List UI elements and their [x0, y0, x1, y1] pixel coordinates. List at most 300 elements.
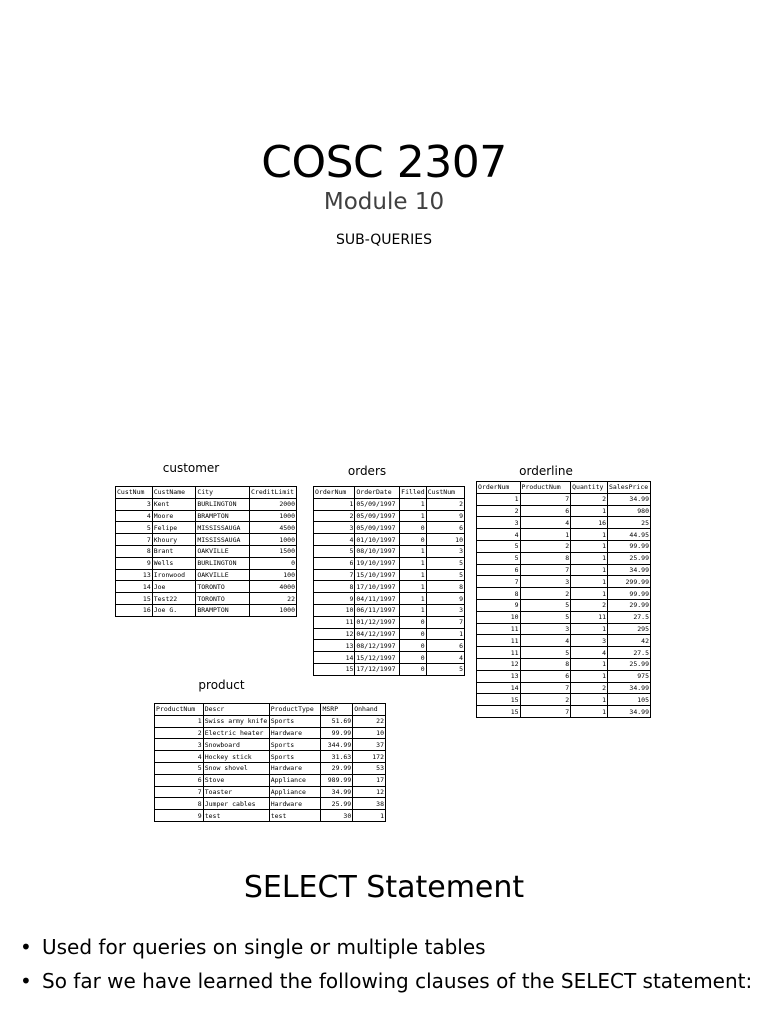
table-cell: MISSISSAUGA — [196, 534, 250, 546]
table-cell: 37 — [353, 739, 386, 751]
table-cell: 0 — [400, 522, 426, 534]
table-cell: 7 — [520, 564, 571, 576]
table-row — [477, 517, 651, 529]
table-cell: 1 — [314, 498, 355, 510]
table-cell: Hardware — [269, 727, 321, 739]
table-cell: 15 — [477, 706, 521, 718]
table-cell: 7 — [116, 534, 153, 546]
table-cell: 1 — [477, 493, 521, 505]
table-cell: 1 — [520, 529, 571, 541]
table-cell: 1 — [400, 510, 426, 522]
table-cell: 980 — [608, 505, 651, 517]
table-row — [155, 774, 386, 786]
table-cell: Hardware — [269, 798, 321, 810]
orderline-caption: orderline — [519, 464, 573, 478]
table-cell: 8 — [520, 658, 571, 670]
table-cell: 8 — [314, 581, 355, 593]
table-row — [155, 727, 386, 739]
table-cell: Snow shovel — [203, 762, 269, 774]
table-cell: 1 — [571, 529, 608, 541]
table-row — [477, 611, 651, 623]
table-cell: 1 — [400, 545, 426, 557]
table-header-row — [314, 487, 465, 499]
table-cell: 0 — [400, 628, 426, 640]
table-cell: 3 — [520, 623, 571, 635]
table-cell: 25 — [608, 517, 651, 529]
table-row — [477, 682, 651, 694]
table-cell: 1 — [571, 540, 608, 552]
table-cell: 1 — [571, 706, 608, 718]
table-cell: BRAMPTON — [196, 604, 250, 616]
table-cell: 04/11/1997 — [355, 593, 400, 605]
table-cell: 9 — [314, 593, 355, 605]
table-cell: Kent — [152, 498, 196, 510]
table-cell: 11 — [477, 623, 521, 635]
table-cell: 17/10/1997 — [355, 581, 400, 593]
table-cell: 3 — [477, 517, 521, 529]
table-cell: 8 — [155, 798, 204, 810]
table-cell: test — [203, 810, 269, 822]
table-cell: 1 — [571, 658, 608, 670]
table-cell: Stove — [203, 774, 269, 786]
table-row — [477, 540, 651, 552]
table-cell: Wells — [152, 557, 196, 569]
table-cell: 44.95 — [608, 529, 651, 541]
table-row — [155, 810, 386, 822]
bullet-item — [20, 934, 760, 960]
table-cell: 5 — [314, 545, 355, 557]
table-cell: 3 — [314, 522, 355, 534]
table-cell: 22 — [353, 715, 386, 727]
table-cell: 25.99 — [321, 798, 353, 810]
table-cell: 989.99 — [321, 774, 353, 786]
table-row — [314, 640, 465, 652]
table-cell: 4 — [520, 635, 571, 647]
customer-caption: customer — [162, 461, 220, 475]
table-cell: 3 — [155, 739, 204, 751]
table-cell: 11 — [477, 647, 521, 659]
table-cell: 05/09/1997 — [355, 498, 400, 510]
column-header: CustNum — [426, 487, 464, 499]
table-cell: 27.5 — [608, 647, 651, 659]
table-cell: 6 — [520, 670, 571, 682]
table-cell: 5 — [520, 611, 571, 623]
column-header: ProductNum — [520, 482, 571, 494]
table-cell: 6 — [314, 557, 355, 569]
table-cell: 15 — [116, 593, 153, 605]
table-row — [116, 522, 297, 534]
table-cell: 344.99 — [321, 739, 353, 751]
bullet-text: So far we have learned the following clauses of the SELECT statement: — [42, 969, 753, 993]
table-cell: 99.99 — [321, 727, 353, 739]
product-caption: product — [198, 678, 245, 692]
table-cell: Brant — [152, 545, 196, 557]
table-cell: 9 — [477, 599, 521, 611]
table-cell: 7 — [155, 786, 204, 798]
table-cell: 4 — [571, 647, 608, 659]
table-cell: 27.5 — [608, 611, 651, 623]
table-row — [314, 557, 465, 569]
table-cell: 0 — [400, 616, 426, 628]
table-row — [477, 576, 651, 588]
table-cell: 25.99 — [608, 658, 651, 670]
table-cell: Moore — [152, 510, 196, 522]
table-cell: 4 — [116, 510, 153, 522]
table-cell: 22 — [250, 593, 297, 605]
table-cell: 7 — [520, 493, 571, 505]
slide-title: COSC 2307 — [261, 137, 507, 188]
table-cell: Electric heater — [203, 727, 269, 739]
table-cell: 38 — [353, 798, 386, 810]
table-cell: 3 — [426, 604, 464, 616]
table-row — [116, 545, 297, 557]
table-row — [477, 552, 651, 564]
table-cell: 29.99 — [608, 599, 651, 611]
table-cell: 9 — [426, 593, 464, 605]
table-row — [477, 588, 651, 600]
column-header: OrderNum — [477, 482, 521, 494]
table-cell: 1 — [571, 505, 608, 517]
table-cell: 01/12/1997 — [355, 616, 400, 628]
table-cell: 12 — [477, 658, 521, 670]
table-cell: 4 — [520, 517, 571, 529]
column-header: OrderNum — [314, 487, 355, 499]
table-row — [116, 569, 297, 581]
table-row — [155, 751, 386, 763]
column-header: CustNum — [116, 487, 153, 499]
table-cell: TORONTO — [196, 581, 250, 593]
table-row — [314, 522, 465, 534]
table-row — [477, 564, 651, 576]
table-cell: 295 — [608, 623, 651, 635]
table-row — [155, 786, 386, 798]
table-cell: Snowboard — [203, 739, 269, 751]
table-cell: 1 — [571, 670, 608, 682]
orders-caption: orders — [347, 464, 387, 478]
table-cell: 14 — [116, 581, 153, 593]
table-row — [477, 658, 651, 670]
table-cell: 2 — [571, 599, 608, 611]
table-cell: 1000 — [250, 534, 297, 546]
table-cell: 2 — [426, 498, 464, 510]
table-cell: 34.99 — [608, 706, 651, 718]
table-cell: Swiss army knife — [204, 717, 268, 726]
table-row — [477, 529, 651, 541]
table-cell: 15/10/1997 — [355, 569, 400, 581]
table-row — [116, 604, 297, 616]
table-cell: 2 — [520, 694, 571, 706]
table-cell: 17/12/1997 — [355, 663, 400, 675]
table-row — [116, 498, 297, 510]
table-cell: 3 — [426, 545, 464, 557]
table-cell: 8 — [116, 545, 153, 557]
table-row — [116, 593, 297, 605]
table-header-row — [116, 487, 297, 499]
table-cell: 1000 — [250, 510, 297, 522]
table-cell: 11 — [571, 611, 608, 623]
table-cell: 25.99 — [608, 552, 651, 564]
table-cell: 06/11/1997 — [355, 604, 400, 616]
table-cell: 2000 — [250, 498, 297, 510]
table-cell: 34.99 — [608, 564, 651, 576]
table-cell: 11 — [477, 635, 521, 647]
table-row — [314, 593, 465, 605]
table-cell: 01/10/1997 — [355, 534, 400, 546]
table-cell: 6 — [426, 522, 464, 534]
table-cell: 975 — [608, 670, 651, 682]
orders-table — [313, 486, 465, 676]
table-row — [116, 534, 297, 546]
table-cell: 105 — [608, 694, 651, 706]
table-cell: 15 — [314, 663, 355, 675]
table-cell: 1 — [400, 593, 426, 605]
table-cell: 0 — [400, 652, 426, 664]
table-row — [477, 493, 651, 505]
column-header: Descr — [203, 704, 269, 716]
table-row — [314, 498, 465, 510]
table-cell: 15 — [477, 694, 521, 706]
table-row — [477, 670, 651, 682]
table-cell: Toaster — [203, 786, 269, 798]
table-cell: 6 — [520, 505, 571, 517]
column-header: Quantity — [571, 482, 608, 494]
table-cell: BURLINGTON — [196, 557, 250, 569]
column-header: MSRP — [321, 704, 353, 716]
table-cell: 1 — [571, 576, 608, 588]
table-cell: 14 — [314, 652, 355, 664]
table-row — [314, 604, 465, 616]
table-row — [314, 663, 465, 675]
table-cell: 6 — [477, 564, 521, 576]
table-cell: 1 — [571, 623, 608, 635]
table-cell: 16 — [571, 517, 608, 529]
table-cell: 5 — [426, 557, 464, 569]
table-header-row — [155, 704, 386, 716]
table-cell: 12 — [353, 786, 386, 798]
table-row — [314, 652, 465, 664]
table-cell: Felipe — [152, 522, 196, 534]
table-cell: 1 — [400, 604, 426, 616]
slide-topic: SUB-QUERIES — [335, 232, 432, 248]
table-row — [155, 739, 386, 751]
table-cell: 0 — [400, 534, 426, 546]
table-cell: 99.99 — [608, 588, 651, 600]
table-row — [116, 510, 297, 522]
table-cell: Sports — [269, 739, 321, 751]
table-cell: 5 — [520, 599, 571, 611]
table-row — [314, 569, 465, 581]
table-cell: Hardware — [269, 762, 321, 774]
table-cell: 4000 — [250, 581, 297, 593]
table-cell: Joe G. — [152, 604, 196, 616]
table-cell: 2 — [155, 727, 204, 739]
column-header: City — [196, 487, 250, 499]
table-cell: Khoury — [152, 534, 196, 546]
table-cell: Ironwood — [152, 569, 196, 581]
table-cell: 05/09/1997 — [355, 510, 400, 522]
table-cell: 6 — [155, 774, 204, 786]
table-cell: 1 — [571, 564, 608, 576]
table-cell: 8 — [426, 581, 464, 593]
table-cell: 5 — [520, 647, 571, 659]
table-row — [477, 635, 651, 647]
table-cell: 08/10/1997 — [355, 545, 400, 557]
bullet-dot-icon: • — [20, 969, 32, 993]
table-cell: 19/10/1997 — [355, 557, 400, 569]
table-row — [116, 557, 297, 569]
customer-table — [115, 486, 297, 617]
bullet-item — [20, 968, 760, 994]
table-cell: 9 — [116, 557, 153, 569]
column-header: Onhand — [353, 704, 386, 716]
table-row — [314, 545, 465, 557]
table-cell: 5 — [116, 522, 153, 534]
table-cell: 1 — [571, 694, 608, 706]
column-header: ProductNum — [155, 704, 204, 716]
table-row — [477, 599, 651, 611]
table-cell: 10 — [426, 534, 464, 546]
table-row — [477, 623, 651, 635]
table-row — [155, 762, 386, 774]
table-cell: 1 — [571, 588, 608, 600]
table-cell: 0 — [250, 557, 297, 569]
table-cell: Hockey stick — [203, 751, 269, 763]
table-cell: Test22 — [152, 593, 196, 605]
table-cell: 1 — [400, 498, 426, 510]
bullet-text: Used for queries on single or multiple tables — [42, 935, 486, 959]
table-cell: 4 — [314, 534, 355, 546]
table-cell: 08/12/1997 — [355, 640, 400, 652]
table-cell: 299.99 — [608, 576, 651, 588]
table-row — [477, 706, 651, 718]
table-cell: 13 — [477, 670, 521, 682]
table-cell: OAKVILLE — [196, 569, 250, 581]
table-cell: 2 — [477, 505, 521, 517]
table-cell: 2 — [571, 682, 608, 694]
table-cell: 1 — [400, 581, 426, 593]
table-cell: 100 — [250, 569, 297, 581]
column-header: CreditLimit — [250, 487, 297, 499]
table-cell: 2 — [571, 493, 608, 505]
table-row — [477, 647, 651, 659]
table-cell: 1000 — [250, 604, 297, 616]
table-cell: 4 — [426, 652, 464, 664]
bullet-dot-icon: • — [20, 935, 32, 959]
column-header: Filled — [401, 488, 425, 497]
table-cell: test — [269, 810, 321, 822]
table-cell: 8 — [477, 588, 521, 600]
table-cell: 1 — [400, 569, 426, 581]
table-row — [314, 628, 465, 640]
table-cell: 9 — [426, 510, 464, 522]
table-cell: 7 — [426, 616, 464, 628]
table-cell: 0 — [400, 640, 426, 652]
table-row — [477, 694, 651, 706]
table-cell: 1500 — [250, 545, 297, 557]
table-cell: BRAMPTON — [196, 510, 250, 522]
table-row — [314, 534, 465, 546]
product-table — [154, 703, 386, 822]
table-cell: 04/12/1997 — [355, 628, 400, 640]
table-cell: 15/12/1997 — [355, 652, 400, 664]
orderline-table — [476, 481, 651, 718]
table-cell: 12 — [314, 628, 355, 640]
column-header: SalesPrice — [608, 482, 651, 494]
table-cell: 7 — [520, 706, 571, 718]
table-row — [155, 798, 386, 810]
slide-subtitle: Module 10 — [323, 189, 445, 215]
table-cell: 11 — [314, 616, 355, 628]
table-cell: 05/09/1997 — [355, 522, 400, 534]
table-cell: 7 — [314, 569, 355, 581]
table-cell: 3 — [116, 498, 153, 510]
table-cell: 3 — [520, 576, 571, 588]
table-cell: 1 — [426, 628, 464, 640]
table-row — [477, 505, 651, 517]
table-row — [116, 581, 297, 593]
table-cell: 3 — [571, 635, 608, 647]
table-cell: 1 — [571, 552, 608, 564]
table-cell: BURLINGTON — [196, 498, 250, 510]
table-cell: 5 — [426, 569, 464, 581]
table-cell: Joe — [152, 581, 196, 593]
table-cell: 13 — [116, 569, 153, 581]
table-cell: OAKVILLE — [196, 545, 250, 557]
table-cell: 6 — [426, 640, 464, 652]
table-row — [314, 616, 465, 628]
table-cell: Sports — [269, 715, 321, 727]
table-cell: 34.99 — [608, 682, 651, 694]
table-cell: 34.99 — [608, 493, 651, 505]
table-cell: 34.99 — [321, 786, 353, 798]
table-cell: TORONTO — [196, 593, 250, 605]
table-row — [314, 581, 465, 593]
table-cell: 1 — [353, 810, 386, 822]
column-header: CustName — [152, 487, 196, 499]
table-cell: 2 — [520, 588, 571, 600]
table-cell: MISSISSAUGA — [196, 522, 250, 534]
table-cell: 4 — [477, 529, 521, 541]
table-cell: 7 — [520, 682, 571, 694]
bullet-list — [20, 934, 760, 1002]
table-cell: 1 — [155, 715, 204, 727]
table-cell: 4 — [155, 751, 204, 763]
table-cell: 10 — [477, 611, 521, 623]
table-cell: 51.69 — [321, 715, 353, 727]
table-cell: Appliance — [269, 774, 321, 786]
table-cell: 13 — [314, 640, 355, 652]
table-cell: 99.99 — [608, 540, 651, 552]
table-cell: 1 — [400, 557, 426, 569]
table-cell: Sports — [269, 751, 321, 763]
table-cell: 30 — [321, 810, 353, 822]
table-cell: 5 — [426, 663, 464, 675]
table-cell: 5 — [477, 552, 521, 564]
table-cell: 5 — [155, 762, 204, 774]
table-cell: 53 — [353, 762, 386, 774]
table-cell: 10 — [353, 727, 386, 739]
table-cell: 2 — [520, 540, 571, 552]
table-cell: 16 — [116, 604, 153, 616]
table-row — [155, 715, 386, 727]
table-cell: 29.99 — [321, 762, 353, 774]
table-cell: 14 — [477, 682, 521, 694]
table-cell: 7 — [477, 576, 521, 588]
table-cell: 4500 — [250, 522, 297, 534]
table-cell: 10 — [314, 604, 355, 616]
column-header: ProductType — [269, 704, 321, 716]
table-header-row — [477, 482, 651, 494]
